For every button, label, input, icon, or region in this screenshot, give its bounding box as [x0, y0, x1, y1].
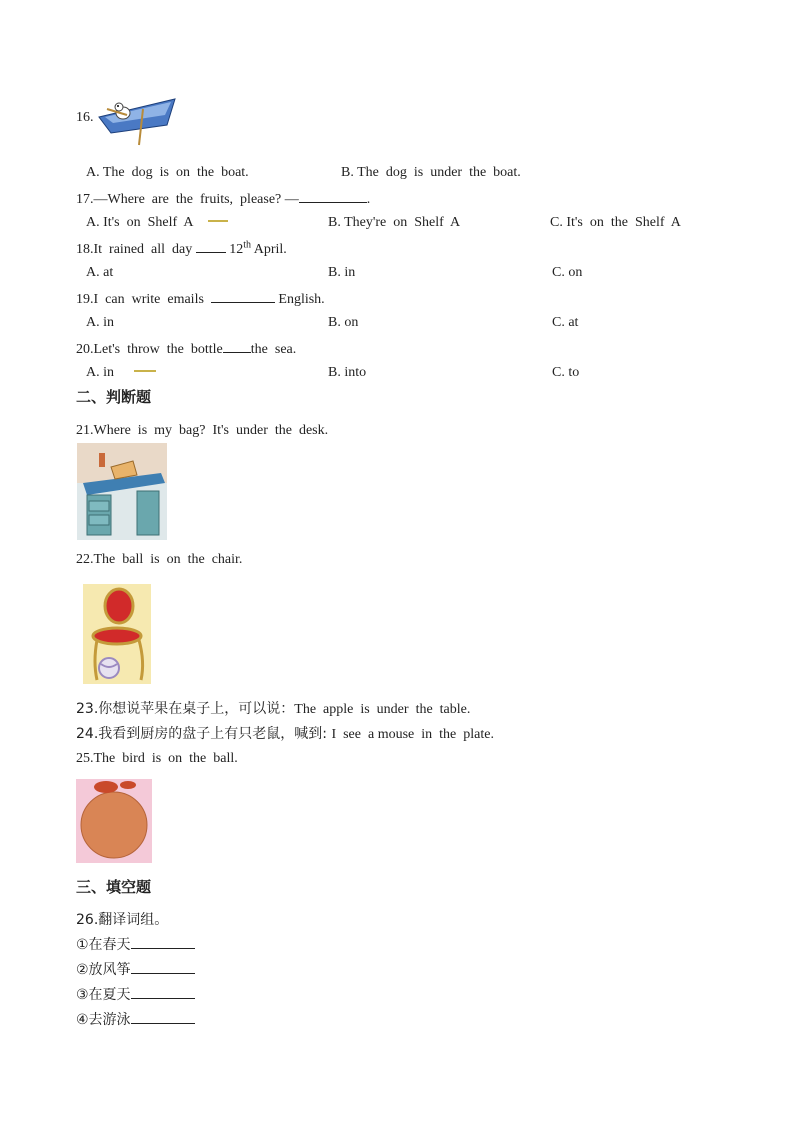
section-title-fill-blank: 三、填空题 [76, 878, 152, 896]
q19-stem-text: 19.I can write emails [76, 292, 211, 307]
q26-item [76, 985, 195, 1004]
answer-blank [211, 289, 275, 303]
q26-item-label: ②放风筝 [76, 962, 131, 978]
q18-option-b: B. in [328, 265, 356, 280]
q23-chinese-text: 23.你想说苹果在桌子上，可以说： [76, 701, 295, 717]
q20-stem [76, 339, 296, 359]
q17-stem [76, 189, 370, 209]
q18-stem-end: April. [251, 242, 287, 257]
q16-number: 16. [76, 110, 94, 125]
q18-option-c: C. on [552, 265, 583, 280]
q20-option-a: A. in [86, 365, 114, 380]
answer-blank [299, 189, 367, 203]
q18-stem-sup: th [243, 239, 252, 251]
q17-stem-end: . [366, 192, 371, 207]
q26-item [76, 960, 195, 979]
answer-blank [196, 239, 226, 253]
q17-option-c: C. It's on the Shelf A [550, 215, 681, 230]
q24-chinese-text: 24.我看到厨房的盘子上有只老鼠，喊到: [76, 726, 332, 742]
q18-stem [76, 239, 287, 259]
bird-on-ball-icon [76, 779, 152, 863]
q20-stem-end: the sea. [250, 342, 297, 357]
boat-with-dog-icon [97, 95, 177, 147]
q20-stem-text: 20.Let's throw the bottle [76, 342, 223, 357]
q19-stem-end: English. [274, 292, 325, 307]
answer-blank [131, 985, 195, 999]
q19-option-b: B. on [328, 315, 359, 330]
q19-option-a: A. in [86, 315, 114, 330]
q26-item [76, 1010, 195, 1029]
highlight-mark [134, 370, 156, 372]
q21-text: 21.Where is my bag? It's under the desk. [76, 423, 329, 438]
q18-stem-text: 18.It rained all day [76, 242, 196, 257]
q20-option-c: C. to [552, 365, 580, 380]
chair-with-ball-icon [83, 584, 151, 684]
q25-text: 25.The bird is on the ball. [76, 751, 238, 766]
q19-stem [76, 289, 325, 309]
q17-option-b: B. They're on Shelf A [328, 215, 461, 230]
q26-item-label: ①在春天 [76, 937, 131, 953]
q18-stem-date: 12 [225, 242, 244, 257]
q26-text: 26.翻译词组。 [76, 912, 169, 928]
q16-option-a: A. The dog is on the boat. [86, 165, 249, 180]
q24-english-text: I see a mouse in the plate. [331, 727, 494, 742]
q17-option-a: A. It's on Shelf A [86, 215, 194, 230]
answer-blank [223, 339, 251, 353]
q19-option-c: C. at [552, 315, 579, 330]
answer-blank [131, 960, 195, 974]
section-title-judgement: 二、判断题 [76, 388, 152, 406]
q24-line [76, 725, 494, 744]
desk-with-bag-icon [77, 443, 167, 540]
q23-english-text: The apple is under the table. [294, 702, 471, 717]
q20-option-b: B. into [328, 365, 367, 380]
q22-text: 22.The ball is on the chair. [76, 552, 243, 567]
answer-blank [131, 1010, 195, 1024]
q26-item [76, 935, 195, 954]
q17-stem-text: 17.—Where are the fruits, please? — [76, 192, 299, 207]
q23-line [76, 700, 470, 719]
highlight-mark [208, 220, 228, 222]
q26-item-label: ③在夏天 [76, 987, 131, 1003]
q16-option-b: B. The dog is under the boat. [341, 165, 521, 180]
q26-item-label: ④去游泳 [76, 1012, 131, 1028]
q18-option-a: A. at [86, 265, 114, 280]
answer-blank [131, 935, 195, 949]
